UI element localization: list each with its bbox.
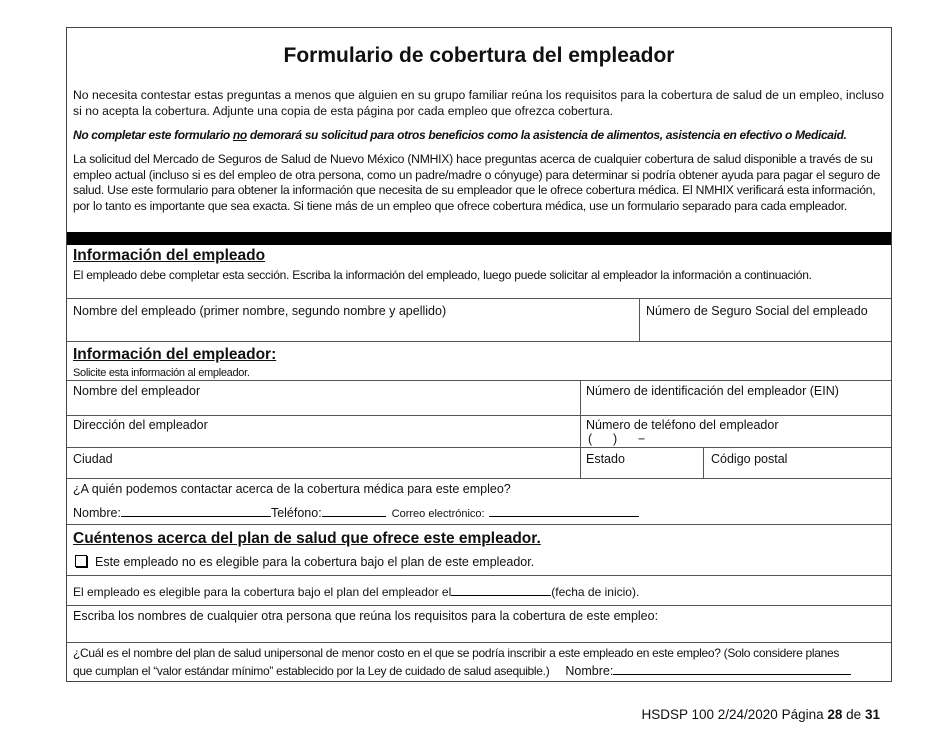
employee-instruction: El empleado debe completar esta sección. Escriba la información del empleado, luego puede solicitar al empleador la información a continuación. — [73, 268, 812, 282]
notice-emphasis: no — [232, 128, 247, 142]
employer-name-field[interactable]: Nombre del empleador — [73, 384, 201, 398]
page-footer — [641, 707, 880, 722]
employer-phone-format: ( ) − — [588, 432, 646, 446]
notice-after: demorará su solicitud para otros beneficios como la asistencia de alimentos, asistencia en efectivo o Medicaid. — [246, 128, 847, 142]
divider — [703, 447, 704, 478]
footer-form-id: HSDSP 100 2/24/2020 Página — [641, 707, 824, 722]
form-title: Formulario de cobertura del empleador — [283, 44, 675, 67]
divider — [67, 415, 891, 416]
employer-phone-field[interactable]: Número de teléfono del empleador — [586, 418, 779, 432]
employee-ssn-field[interactable]: Número de Seguro Social del empleado — [646, 304, 868, 318]
zip-field[interactable]: Código postal — [711, 452, 788, 466]
city-field[interactable]: Ciudad — [73, 452, 113, 466]
notice-paragraph — [73, 128, 885, 144]
divider — [67, 575, 891, 576]
contact-row — [73, 504, 639, 520]
employer-ein-field[interactable]: Número de identificación del empleador (EIN) — [586, 384, 839, 398]
divider — [639, 298, 640, 341]
form-frame — [66, 27, 892, 682]
divider — [67, 524, 891, 525]
lowest-cost-question-text: que cumplan el “valor estándar mínimo” establecido por la Ley de cuidado de salud asequible.) — [73, 664, 550, 678]
divider — [67, 341, 891, 342]
divider — [67, 642, 891, 643]
plan-name-label: Nombre: — [565, 664, 614, 678]
intro-paragraph: No necesita contestar estas preguntas a menos que alguien en su grupo familiar reúna los requisitos para la cobertura de salud de un empleo, incluso si no acepta la cobertura. Adjunte una copia de esta página por cada empleo que ofrezca cobertura. — [73, 88, 884, 118]
lowest-cost-question-line2 — [73, 662, 851, 678]
other-persons-field[interactable]: Escriba los nombres de cualquier otra persona que reúna los requisitos para la cobertura de este empleo: — [73, 609, 659, 623]
plan-name-input[interactable] — [613, 662, 851, 675]
eligible-label: El empleado es elegible para la cobertura bajo el plan del empleador el — [73, 585, 452, 599]
divider — [67, 605, 891, 606]
divider — [67, 380, 891, 381]
state-field[interactable]: Estado — [586, 452, 625, 466]
employer-section-heading: Información del empleador: — [73, 346, 277, 363]
start-date-input[interactable] — [451, 583, 551, 596]
eligible-row — [73, 583, 639, 599]
employee-name-field[interactable]: Nombre del empleado (primer nombre, segundo nombre y apellido) — [73, 304, 447, 318]
contact-name-label: Nombre: — [73, 506, 121, 520]
notice-before: No completar este formulario — [73, 128, 233, 142]
section-divider-bar — [67, 232, 891, 245]
not-eligible-label: Este empleado no es elegible para la cobertura bajo el plan de este empleador. — [95, 555, 535, 569]
plan-section-heading: Cuéntenos acerca del plan de salud que ofrece este empleador. — [73, 530, 541, 547]
divider — [67, 298, 891, 299]
employer-instruction: Solicite esta información al empleador. — [73, 367, 250, 379]
footer-of: de — [846, 707, 862, 722]
contact-phone-input[interactable] — [322, 504, 386, 517]
not-eligible-row — [75, 555, 534, 569]
divider — [67, 447, 891, 448]
contact-email-input[interactable] — [489, 504, 639, 517]
lowest-cost-question-line1: ¿Cuál es el nombre del plan de salud unipersonal de menor costo en el que se podría inscribir a este empleado en este empleo? (Solo considere planes — [73, 646, 840, 660]
contact-email-label: Correo electrónico: — [391, 508, 485, 520]
contact-name-input[interactable] — [121, 504, 271, 517]
footer-total-pages: 31 — [864, 707, 880, 722]
contact-question: ¿A quién podemos contactar acerca de la cobertura médica para este empleo? — [73, 482, 511, 496]
employee-section-heading: Información del empleado — [73, 247, 266, 264]
divider — [67, 478, 891, 479]
employer-address-field[interactable]: Dirección del empleador — [73, 418, 208, 432]
eligible-suffix: (fecha de inicio). — [551, 585, 640, 599]
not-eligible-checkbox[interactable] — [75, 555, 87, 567]
description-paragraph: La solicitud del Mercado de Seguros de Salud de Nuevo México (NMHIX) hace preguntas acerca de cualquier cobertura de salud disponible a través de su empleo actual (incluso si es del empleo de otra persona, como un padre/madre o cónyuge) para determinar si podría obtener ayuda para pagar el seguro de salud. Use este formulario para obtener la información que necesita de su empleador que le ofrece cobertura médica. El NMHIX verificará esta información, por lo tanto es importante que sea exacta. Si tiene más de un empleo que ofrece cobertura médica, use un formulario separado para cada empleador. — [73, 152, 881, 213]
footer-page-number: 28 — [827, 707, 843, 722]
divider — [580, 380, 581, 478]
contact-phone-label: Teléfono: — [270, 506, 322, 520]
